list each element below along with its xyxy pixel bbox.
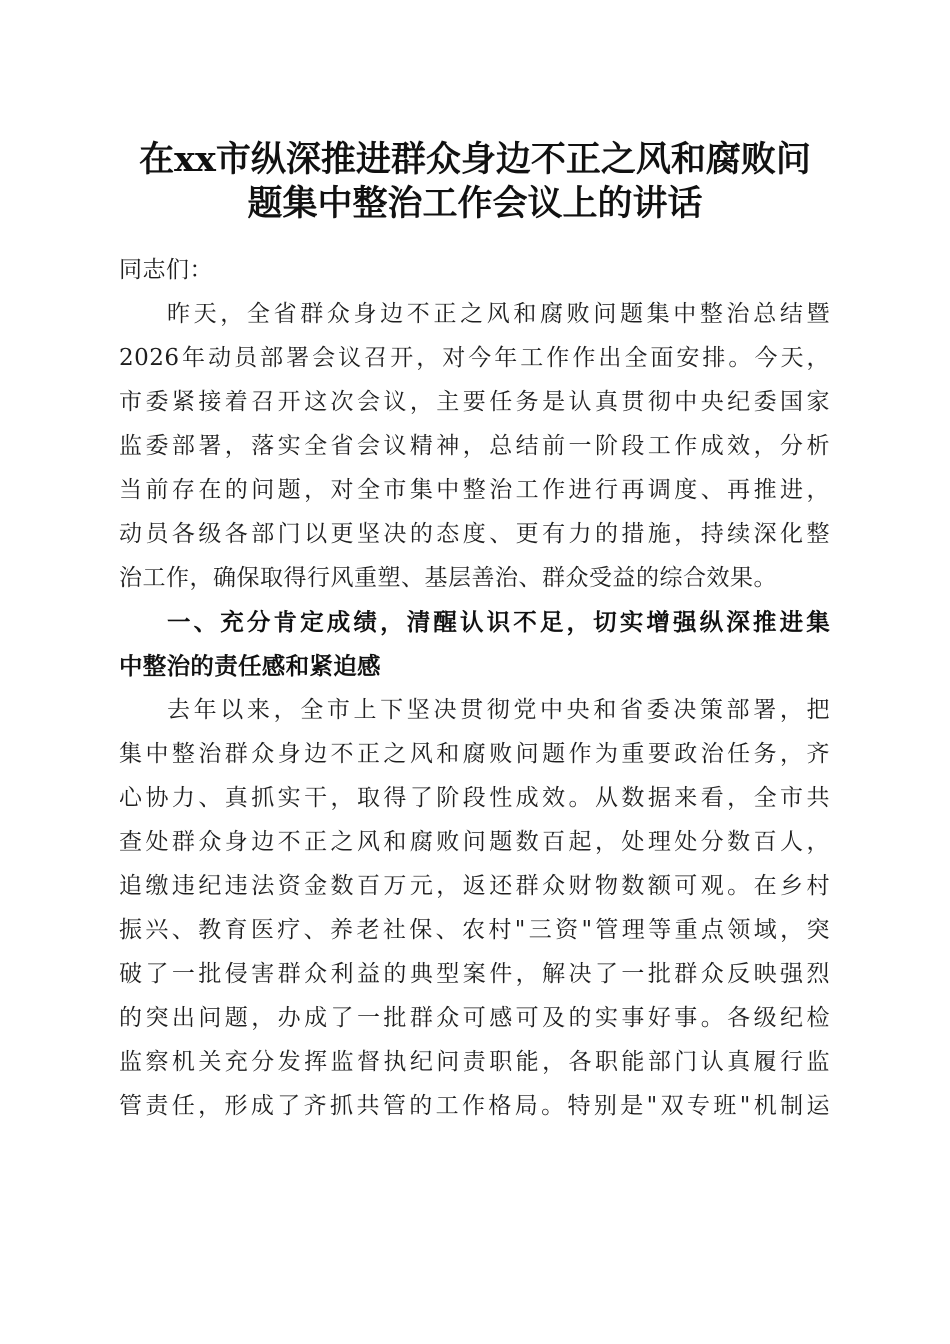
paragraph-2-line: 心协力、真抓实干，取得了阶段性成效。从数据来看，全市共 [119,785,830,811]
section-heading-1-line: 一、充分肯定成绩，清醒认识不足，切实增强纵深推进集 [167,608,830,636]
paragraph-2-line: 去年以来，全市上下坚决贯彻党中央和省委决策部署，把 [167,697,830,723]
paragraph-1-line: 治工作，确保取得行风重塑、基层善治、群众受益的综合效果。 [119,565,777,591]
document-title-line-2: 题集中整治工作会议上的讲话 [247,183,703,224]
paragraph-1-line: 市委紧接着召开这次会议，主要任务是认真贯彻中央纪委国家 [119,389,830,415]
paragraph-2-line: 监察机关充分发挥监督执纪问责职能，各职能部门认真履行监 [119,1049,830,1075]
paragraph-1-line: 2026年动员部署会议召开，对今年工作作出全面安排。今天， [119,345,830,371]
document-title-line-1: 在xx市纵深推进群众身边不正之风和腐败问 [139,139,811,180]
paragraph-2-line: 追缴违纪违法资金数百万元，返还群众财物数额可观。在乡村 [119,873,830,899]
paragraph-2-line: 管责任，形成了齐抓共管的工作格局。特别是"双专班"机制运 [119,1093,830,1119]
section-heading-1-line: 中整治的责任感和紧迫感 [119,652,381,680]
paragraph-1-line: 昨天，全省群众身边不正之风和腐败问题集中整治总结暨 [167,301,830,327]
paragraph-2-line: 振兴、教育医疗、养老社保、农村"三资"管理等重点领域，突 [119,917,830,943]
salutation: 同志们： [119,257,213,283]
paragraph-2-line: 的突出问题，办成了一批群众可感可及的实事好事。各级纪检 [119,1005,830,1031]
paragraph-2-line: 破了一批侵害群众利益的典型案件，解决了一批群众反映强烈 [119,961,830,987]
paragraph-1-line: 动员各级各部门以更坚决的态度、更有力的措施，持续深化整 [119,521,830,547]
paragraph-1-line: 当前存在的问题，对全市集中整治工作进行再调度、再推进， [119,477,830,503]
paragraph-2-line: 集中整治群众身边不正之风和腐败问题作为重要政治任务，齐 [119,741,830,767]
paragraph-1-line: 监委部署，落实全省会议精神，总结前一阶段工作成效，分析 [119,433,830,459]
paragraph-2-line: 查处群众身边不正之风和腐败问题数百起，处理处分数百人， [119,829,830,855]
